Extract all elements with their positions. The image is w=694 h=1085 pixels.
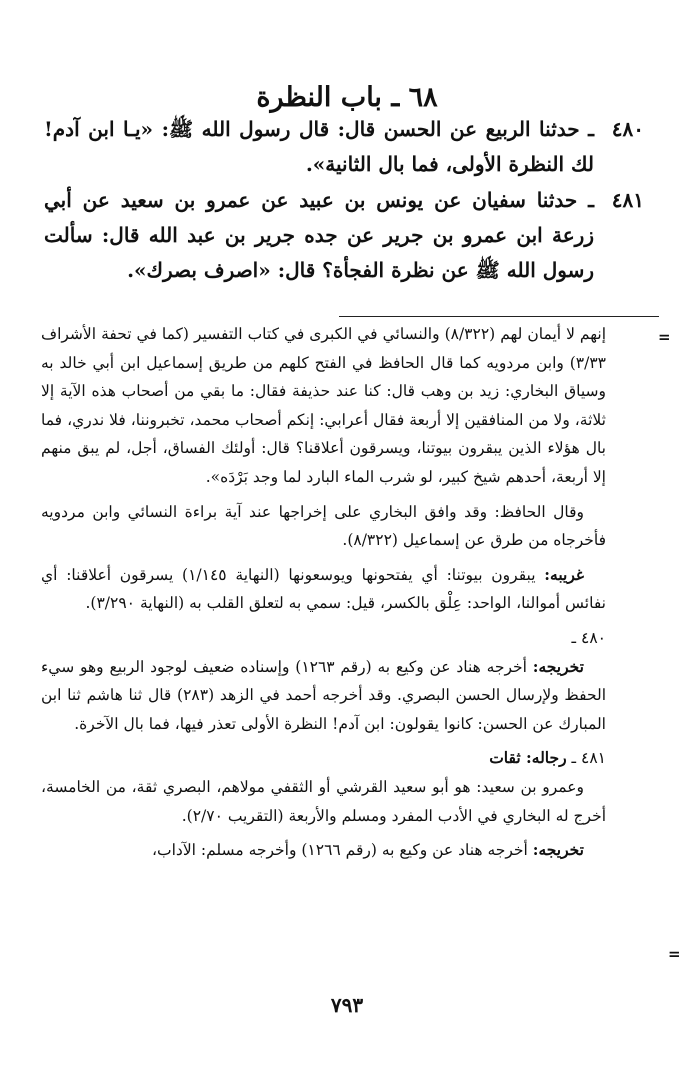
takhrij-text: أخرجه هناد عن وكيع به (رقم ١٢٦٣) وإسناده ضعيف لوجود الربيع وهو سيء الحفظ ولإرسال الحسن البصري. وقد أخرجه أحمد في الزهد (٢٨٣) قال ثنا هاشم ثنا ابن المبارك عن الحسن: كانوا يقولون: ابن آدم! النظرة الأولى تعذر فيها، فما بال الآخرة. <box>41 657 607 733</box>
hadith-number: ٤٨٠ <box>611 117 644 141</box>
takhrij-text: أخرجه هناد عن وكيع به (رقم ١٢٦٦) وأخرجه مسلم: الآداب، <box>152 841 533 860</box>
end-continuation-mark: = <box>668 945 681 963</box>
takhrij-label: تخريجه: <box>532 656 584 676</box>
hadith-section <box>44 112 644 289</box>
gharib-note <box>41 561 606 618</box>
note-paragraph: وقال الحافظ: وقد وافق البخاري على إخراجها عند آية براءة النسائي وابن مردويه فأخرجاه من طرق عن إسماعيل (٨/٣٢٢). <box>41 502 606 550</box>
gharib-label: غريبه: <box>544 564 584 584</box>
footnotes <box>41 320 606 865</box>
continuation-mark: = <box>658 328 671 346</box>
footnote-divider <box>339 316 659 317</box>
gharib-text: يبقرون بيوتنا: أي يفتحونها ويوسعونها (النهاية ١/١٤٥) يسرقون أعلاقنا: أي نفائس أموالنا، الواحد: عِلْق بالكسر، قيل: سمي به لتعلق القلب به (النهاية ٣/٢٩٠). <box>41 565 606 613</box>
hadith-number: ٤٨١ <box>611 188 644 212</box>
page-number: ٧٩٣ <box>330 993 364 1017</box>
hadith-480 <box>44 112 644 182</box>
rijal-481 <box>41 744 606 773</box>
note-ref-480: ٤٨٠ ـ <box>571 628 606 647</box>
rijal-label: رجاله: ثقات <box>489 748 567 768</box>
hadith-text: ـ حدثنا الربيع عن الحسن قال: قال رسول الله ﷺ: «يـا ابن آدم! لك النظرة الأولى، فما بال الثانية». <box>44 117 594 176</box>
hadith-481 <box>44 183 644 288</box>
hadith-text: ـ حدثنا سفيان عن يونس بن عبيد عن عمرو بن سعيد عن أبي زرعة ابن عمرو بن جرير عن جده جرير بن عبد الله قال: سألت رسول الله ﷺ عن نظرة الفجأة؟ قال: «اصرف بصرك». <box>44 188 594 282</box>
narrator-note: وعمرو بن سعيد: هو أبو سعيد القرشي أو الثقفي مولاهم، البصري ثقة، من الخامسة، أخرج له البخاري في الأدب المفرد ومسلم والأربعة (التقريب ٢/٧٠). <box>41 777 606 825</box>
takhrij-481 <box>41 836 606 865</box>
takhrij-label: تخريجه: <box>532 840 584 860</box>
takhrij-480 <box>41 653 606 739</box>
note-ref-481: ٤٨١ ـ <box>571 749 606 768</box>
note-paragraph: إنهم لا أيمان لهم (٨/٣٢٢) والنسائي في الكبرى في كتاب التفسير (كما في تحفة الأشراف ٣/٣٣) وابن مردويه كما قال الحافظ في الفتح كلهم من طريق إسماعيل ابن أبي خالد به وسياق البخاري: زيد بن وهب قال: كنا عند حذيفة فقال: ما بقي من أصحاب هذه الآية إلا ثلاثة، ولا من المنافقين إلا أربعة فقال أعرابي: إنكم أصحاب محمد، تخبروننا، فلا ندري، فما بال هؤلاء الذين يبقرون بيوتنا، ويسرقون أعلاقنا؟ قال: أولئك الفساق، أجل، لم يبق منهم إلا أربعة، أحدهم شيخ كبير، لو شرب الماء البارد لما وجد بَرْدَه». <box>41 325 607 486</box>
chapter-title: ٦٨ ـ باب النظرة <box>256 82 438 113</box>
